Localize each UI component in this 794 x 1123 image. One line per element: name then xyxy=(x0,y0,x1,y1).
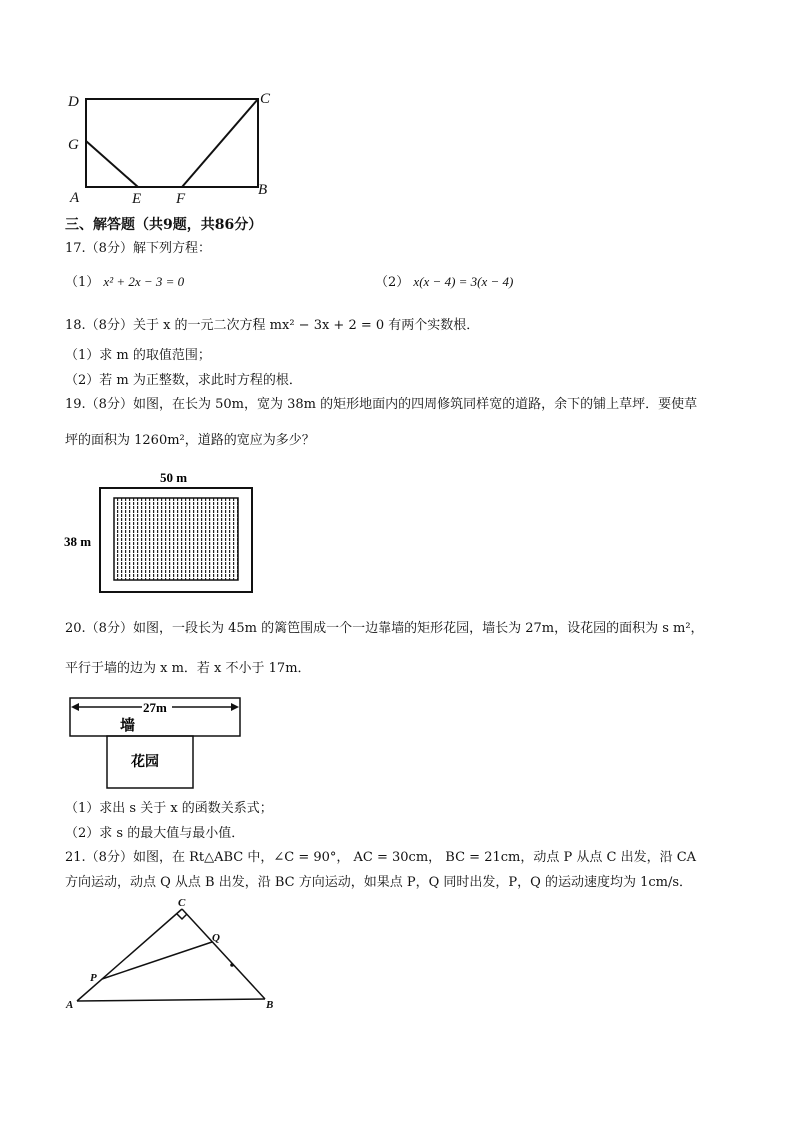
lawn-width-label: 50 m xyxy=(160,470,188,485)
q20-line2: 平行于墙的边为 x m．若 x 不小于 17m． xyxy=(65,661,311,676)
q20-part2: （2）求 s 的最大值与最小值． xyxy=(65,826,245,841)
q18-part2: （2）若 m 为正整数，求此时方程的根． xyxy=(65,373,302,388)
q17-part2-equation: x(x − 4) = 3(x − 4) xyxy=(413,274,514,289)
label-G: G xyxy=(68,137,79,153)
q18-stem: 18.（8分）关于 x 的一元二次方程 mx² − 3x + 2 = 0 有两个实数根． xyxy=(65,318,480,333)
q17-part1-label: （1） xyxy=(65,275,100,290)
wall-length-label: 27m xyxy=(143,700,167,715)
garden-figure xyxy=(65,690,245,792)
q20-part1: （1）求出 s 关于 x 的函数关系式； xyxy=(65,801,273,816)
q19-line2: 坪的面积为 1260m²，道路的宽应为多少？ xyxy=(65,433,315,448)
section-heading: 三、解答题（共9题，共86分） xyxy=(65,217,263,233)
garden-label: 花园 xyxy=(131,755,159,770)
q17-part1-equation: x² + 2x − 3 = 0 xyxy=(103,274,185,289)
lawn-figure xyxy=(60,466,260,594)
tri-label-A: A xyxy=(66,999,74,1011)
label-E: E xyxy=(132,191,142,207)
label-C: C xyxy=(260,91,271,107)
wall-label: 墙 xyxy=(120,718,136,734)
label-A: A xyxy=(70,190,80,206)
q19-line1: 19.（8分）如图，在长为 50m，宽为 38m 的矩形地面内的四周修筑同样宽的道路，余下的铺上草坪．要使草 xyxy=(65,397,698,412)
label-B: B xyxy=(258,182,268,198)
label-D: D xyxy=(68,94,79,110)
q17-part2 xyxy=(375,273,513,292)
q18-part1: （1）求 m 的取值范围； xyxy=(65,348,211,363)
q17-stem: 17.（8分）解下列方程： xyxy=(65,241,211,256)
tri-label-Q: Q xyxy=(212,932,220,944)
q17-part2-label: （2） xyxy=(375,275,410,290)
q21-line2: 方向运动，动点 Q 从点 B 出发，沿 BC 方向运动，如果点 P，Q 同时出发，P，Q 的运动速度均为 1cm/s． xyxy=(65,875,693,890)
triangle-figure xyxy=(60,896,290,1016)
label-F: F xyxy=(176,191,186,207)
tri-label-P: P xyxy=(90,972,97,984)
tri-label-C: C xyxy=(178,897,186,909)
rectangle-figure xyxy=(60,86,280,208)
q21-line1: 21.（8分）如图，在 Rt△ABC 中，∠C = 90°， AC = 30cm， BC = 21cm，动点 P 从点 C 出发，沿 CA xyxy=(65,850,697,865)
lawn-height-label: 38 m xyxy=(64,534,92,549)
q20-line1: 20.（8分）如图，一段长为 45m 的篱笆围成一个一边靠墙的矩形花园，墙长为 27m，设花园的面积为 s m²， xyxy=(65,621,704,636)
q17-part1 xyxy=(65,273,184,292)
tri-label-B: B xyxy=(266,999,274,1011)
